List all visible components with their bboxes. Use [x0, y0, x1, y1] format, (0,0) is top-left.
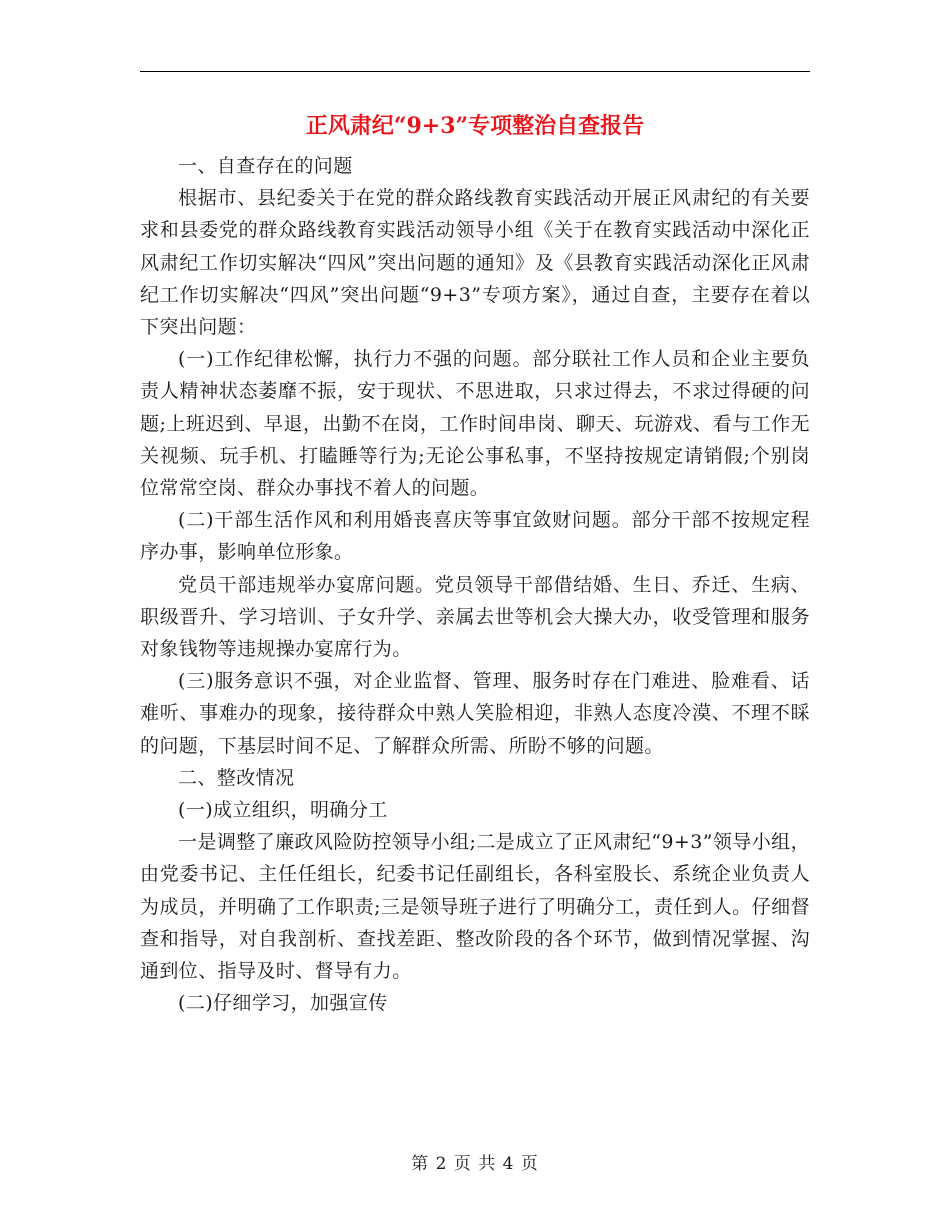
document-body: [140, 150, 810, 1019]
page-number: 第 2 页 共 4 页: [411, 1154, 539, 1174]
subheading-organization: (一)成立组织，明确分工: [178, 799, 388, 822]
paragraph-issue-2: (二)干部生活作风和利用婚丧喜庆等事宜敛财问题。部分干部不按规定程序办事，影响单位形象。: [140, 509, 810, 564]
section-heading-problems: 一、自查存在的问题: [178, 155, 353, 177]
section-heading-rectification: 二、整改情况: [178, 766, 295, 789]
paragraph-banquet-issue: 党员干部违规举办宴席问题。党员领导干部借结婚、生日、乔迁、生病、职级晋升、学习培训、子女升学、亲属去世等机会大操大办，收受管理和服务对象钱物等违规操办宴席行为。: [140, 573, 810, 661]
paragraph-issue-3: (三)服务意识不强，对企业监督、管理、服务时存在门难进、脸难看、话难听、事难办的现象，接待群众中熟人笑脸相迎，非熟人态度冷漠、不理不睬的问题，下基层时间不足、了解群众所需、所盼不够的问题。: [140, 670, 810, 757]
header-rule: [140, 71, 810, 72]
paragraph-issue-1: (一)工作纪律松懈，执行力不强的问题。部分联社工作人员和企业主要负责人精神状态萎靡不振，安于现状、不思进取，只求过得去，不求过得硬的问题;上班迟到、早退，出勤不在岗，工作时间串岗、聊天、玩游戏、看与工作无关视频、玩手机、打瞌睡等行为;无论公事私事，不坚持按规定请销假;个别岗位常常空岗、群众办事找不着人的问题。: [140, 348, 810, 500]
document-title: 正风肃纪“9+3”专项整治自查报告: [305, 113, 645, 139]
paragraph-intro: 根据市、县纪委关于在党的群众路线教育实践活动开展正风肃纪的有关要求和县委党的群众路线教育实践活动领导小组《关于在教育实践活动中深化正风肃纪工作切实解决“四风”突出问题的通知》及《县教育实践活动深化正风肃纪工作切实解决“四风”突出问题“9+3”专项方案》，通过自查，主要存在着以下突出问题：: [140, 187, 810, 339]
paragraph-organization: 一是调整了廉政风险防控领导小组;二是成立了正风肃纪“9+3”领导小组，由党委书记、主任任组长，纪委书记任副组长，各科室股长、系统企业负责人为成员，并明确了工作职责;三是领导班子进行了明确分工，责任到人。仔细督查和指导，对自我剖析、查找差距、整改阶段的各个环节，做到情况掌握、沟通到位、指导及时、督导有力。: [140, 831, 810, 983]
subheading-study: (二)仔细学习，加强宣传: [178, 992, 388, 1015]
